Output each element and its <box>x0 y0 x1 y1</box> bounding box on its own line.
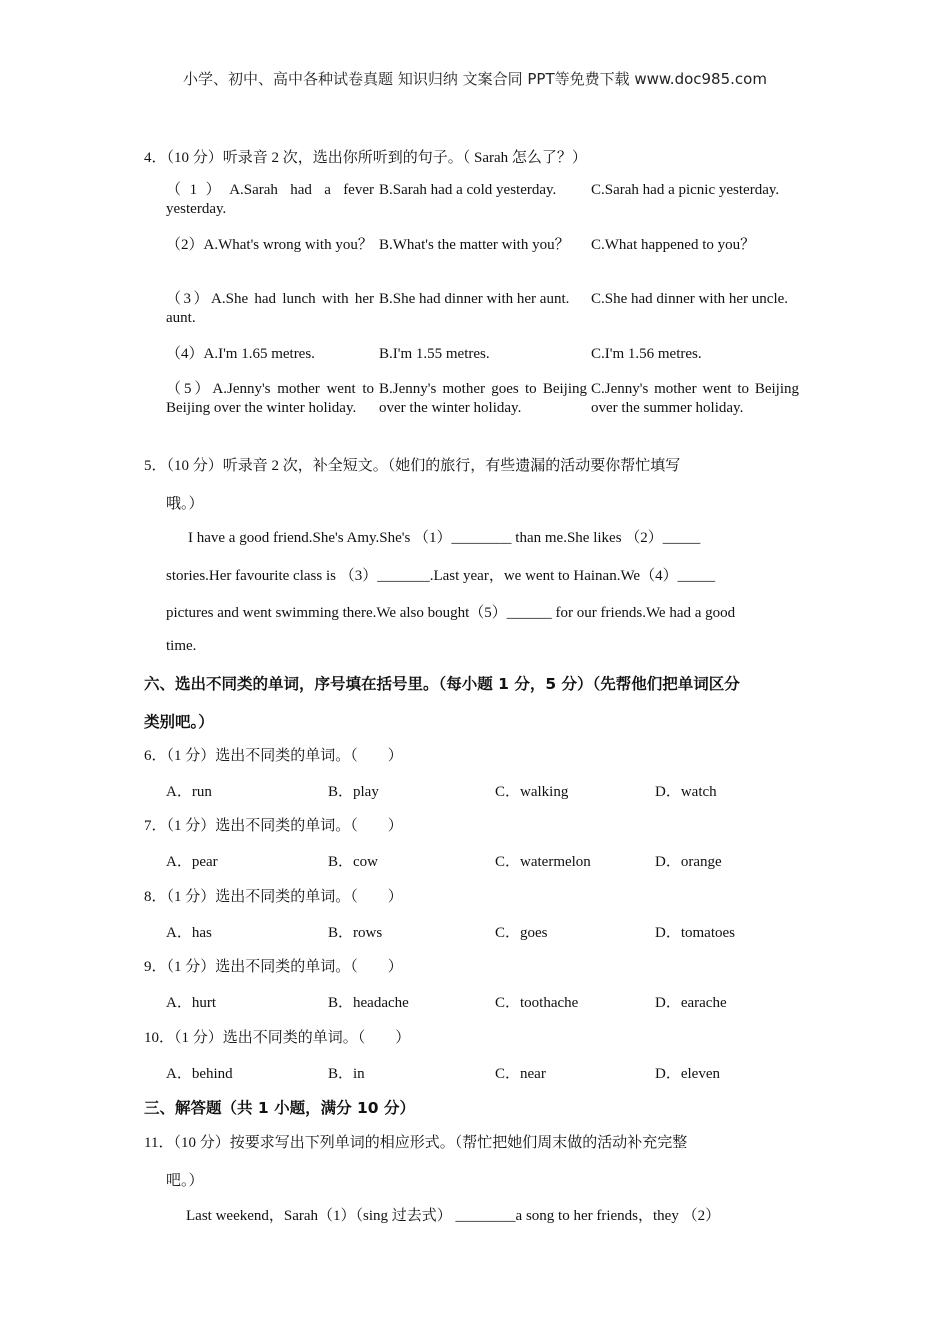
q7-option-c: C．watermelon <box>495 854 591 870</box>
q4-row1-option-c: C.Sarah had a picnic yesterday. <box>591 182 780 198</box>
question-4-stem: 4．（10 分）听录音 2 次，选出你所听到的句子。（ Sarah 怎么了？） <box>144 150 587 166</box>
q7-option-d: D．orange <box>655 854 722 870</box>
q6-option-a: A．run <box>166 784 212 800</box>
q5-passage-line4: time. <box>166 638 197 654</box>
section-6-heading-line1: 六、选出不同类的单词，序号填在括号里。（每小题 1 分，5 分）（先帮他们把单词区分 <box>144 675 740 693</box>
q4-row1-option-a: （1）A.Sarah had a fever yesterday. <box>166 182 374 217</box>
q4-row3-option-c: C.She had dinner with her uncle. <box>591 291 789 307</box>
question-7-stem: 7．（1 分）选出不同类的单词。（ ） <box>144 818 403 834</box>
question-10-stem: 10．（1 分）选出不同类的单词。（ ） <box>144 1030 411 1046</box>
q6-option-b: B．play <box>328 784 379 800</box>
page-header: 小学、初中、高中各种试卷真题 知识归纳 文案合同 PPT等免费下载 www.doc985.com <box>183 70 767 88</box>
q10-option-c: C．near <box>495 1066 546 1082</box>
q9-option-b: B．headache <box>328 995 409 1011</box>
q4-row5-option-c: C.Jenny's mother went to Beijing over the summer holiday. <box>591 381 799 416</box>
q10-option-d: D．eleven <box>655 1066 720 1082</box>
section-3-heading: 三、解答题（共 1 小题，满分 10 分） <box>144 1099 415 1117</box>
question-11-stem-line2: 吧。） <box>166 1173 204 1189</box>
question-5-stem-line1: 5．（10 分）听录音 2 次，补全短文。（她们的旅行，有些遗漏的活动要你帮忙填写 <box>144 458 681 474</box>
q4-row1-option-b: B.Sarah had a cold yesterday. <box>379 182 557 198</box>
q8-option-a: A．has <box>166 925 212 941</box>
q6-option-c: C．walking <box>495 784 569 800</box>
question-11-stem-line1: 11．（10 分）按要求写出下列单词的相应形式。（帮忙把她们周末做的活动补充完整 <box>144 1135 688 1151</box>
q4-row2-option-a: （2）A.What's wrong with you？ <box>166 237 373 253</box>
q10-option-b: B．in <box>328 1066 365 1082</box>
q4-row4-option-c: C.I'm 1.56 metres. <box>591 346 702 362</box>
q4-row4-option-a: （4）A.I'm 1.65 metres. <box>166 346 315 362</box>
q7-option-b: B．cow <box>328 854 378 870</box>
q11-passage-line1: Last weekend，Sarah（1）（sing 过去式） ________a song to her friends，they （2） <box>186 1208 721 1224</box>
q9-option-c: C．toothache <box>495 995 579 1011</box>
q9-option-d: D．earache <box>655 995 727 1011</box>
q4-row4-option-b: B.I'm 1.55 metres. <box>379 346 490 362</box>
q8-option-b: B．rows <box>328 925 383 941</box>
q8-option-d: D．tomatoes <box>655 925 735 941</box>
q6-option-d: D．watch <box>655 784 717 800</box>
q9-option-a: A．hurt <box>166 995 216 1011</box>
q4-row5-option-b: B.Jenny's mother goes to Beijing over the winter holiday. <box>379 381 587 416</box>
q4-row2-option-b: B.What's the matter with you？ <box>379 237 570 253</box>
q4-row2-option-c: C.What happened to you？ <box>591 237 756 253</box>
q10-option-a: A．behind <box>166 1066 233 1082</box>
question-6-stem: 6．（1 分）选出不同类的单词。（ ） <box>144 748 403 764</box>
q4-row5-option-a: （5）A.Jenny's mother went to Beijing over the winter holiday. <box>166 381 374 416</box>
q4-row3-option-b: B.She had dinner with her aunt. <box>379 291 570 307</box>
question-9-stem: 9．（1 分）选出不同类的单词。（ ） <box>144 959 403 975</box>
q4-row3-option-a: （3）A.She had lunch with her aunt. <box>166 291 374 326</box>
q7-option-a: A．pear <box>166 854 218 870</box>
q5-passage-line1: I have a good friend.She's Amy.She's （1）________ than me.She likes （2）_____ <box>188 530 701 546</box>
q8-option-c: C．goes <box>495 925 548 941</box>
question-5-stem-line2: 哦。） <box>166 496 204 512</box>
section-6-heading-line2: 类别吧。） <box>144 713 214 731</box>
question-8-stem: 8．（1 分）选出不同类的单词。（ ） <box>144 889 403 905</box>
q5-passage-line3: pictures and went swimming there.We also bought（5）______ for our friends.We had a good <box>166 605 736 621</box>
q5-passage-line2: stories.Her favourite class is （3）_______.Last year，we went to Hainan.We（4）_____ <box>166 568 716 584</box>
